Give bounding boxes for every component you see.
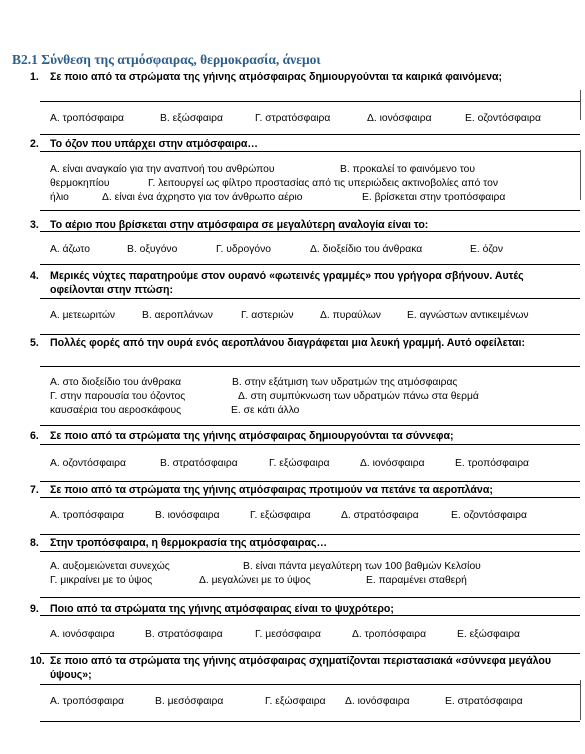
- option-d[interactable]: Δ. ιονόσφαιρα: [345, 696, 410, 707]
- option-d[interactable]: Δ. τροπόσφαιρα: [352, 629, 427, 640]
- option-a[interactable]: Α. στο διοξείδιο του άνθρακα: [50, 377, 182, 388]
- answer-box-4: [40, 298, 580, 335]
- question-number: 2.: [30, 138, 39, 150]
- question-text: Στην τροπόσφαιρα, η θερμοκρασία της ατμόσφαιρας…: [50, 537, 328, 549]
- question-text: Ποιο από τα στρώματα της γήινης ατμόσφαιρας είναι το ψυχρότερο;: [50, 603, 394, 615]
- option-a[interactable]: Α. ιονόσφαιρα: [50, 629, 115, 640]
- option-a[interactable]: Α. οζοντόσφαιρα: [50, 458, 126, 469]
- option-e[interactable]: Ε. τροπόσφαιρα: [455, 458, 530, 469]
- question-text: Σε ποιο από τα στρώματα της γήινης ατμόσφαιρας δημιουργούνται τα σύννεφα;: [50, 430, 454, 442]
- answer-box-2: [40, 151, 580, 211]
- option-e[interactable]: Ε. εξώσφαιρα: [457, 629, 520, 640]
- question-number: 6.: [30, 430, 39, 442]
- option-b-cont: θερμοκηπίου: [50, 178, 110, 189]
- option-c[interactable]: Γ. μεσόσφαιρα: [255, 629, 321, 640]
- option-d[interactable]: Δ. μεγαλώνει με το ύψος: [199, 575, 311, 586]
- option-b[interactable]: Β. στρατόσφαιρα: [145, 629, 223, 640]
- margin-rule: [580, 680, 581, 720]
- question-text: Πολλές φορές από την ουρά ενός αεροπλάνου διαγράφεται μια λευκή γραμμή. Αυτό οφείλεται:: [50, 337, 526, 349]
- question-text: Σε ποιο από τα στρώματα της γήινης ατμόσφαιρας σχηματίζονται περιστασιακά «σύννεφα μεγάλου ύψους»;: [50, 655, 551, 681]
- option-a[interactable]: Α. άζωτο: [50, 244, 90, 255]
- option-e[interactable]: Ε. βρίσκεται στην τροπόσφαιρα: [362, 192, 506, 203]
- answer-box-10: [40, 684, 580, 722]
- option-d[interactable]: Δ. διοξείδιο του άνθρακα: [310, 244, 423, 255]
- question-number: 7.: [30, 484, 39, 496]
- option-d[interactable]: Δ. ιονόσφαιρα: [367, 113, 432, 124]
- option-a[interactable]: Α. μετεωριτών: [50, 310, 116, 321]
- option-b[interactable]: Β. προκαλεί το φαινόμενο του: [340, 164, 475, 175]
- answer-box-6: [40, 444, 580, 482]
- option-e[interactable]: Ε. αγνώστων αντικειμένων: [407, 310, 529, 321]
- option-b[interactable]: Β. οξυγόνο: [127, 244, 178, 255]
- answer-box-9: [40, 615, 580, 654]
- option-a[interactable]: Α. τροπόσφαιρα: [50, 113, 125, 124]
- option-b[interactable]: Β. στην εξάτμιση των υδρατμών της ατμόσφαιρας: [232, 377, 458, 388]
- option-e[interactable]: Ε. στρατόσφαιρα: [445, 696, 523, 707]
- question-number: 9.: [30, 603, 39, 615]
- option-b[interactable]: Β. ιονόσφαιρα: [155, 510, 220, 521]
- option-b[interactable]: Β. μεσόσφαιρα: [155, 696, 224, 707]
- option-a[interactable]: Α. αυξομειώνεται συνεχώς: [50, 561, 170, 572]
- option-b[interactable]: Β. εξώσφαιρα: [160, 113, 223, 124]
- option-e[interactable]: Ε. παραμένει σταθερή: [366, 575, 467, 586]
- question-number: 4.: [30, 270, 39, 282]
- option-c-cont: ήλιο: [50, 192, 69, 203]
- question-text: Το όζον που υπάρχει στην ατμόσφαιρα…: [50, 138, 259, 150]
- question-number: 5.: [30, 337, 39, 349]
- option-c[interactable]: Γ. εξώσφαιρα: [269, 458, 330, 469]
- question-number: 1.: [30, 71, 39, 83]
- option-a[interactable]: Α. τροπόσφαιρα: [50, 510, 125, 521]
- option-c[interactable]: Γ. μικραίνει με το ύψος: [50, 575, 153, 586]
- question-number: 3.: [30, 219, 39, 231]
- option-c[interactable]: Γ. στρατόσφαιρα: [255, 113, 331, 124]
- option-e[interactable]: Ε. οζοντόσφαιρα: [451, 510, 527, 521]
- margin-rule: [580, 90, 581, 120]
- question-number: 10.: [30, 655, 45, 667]
- option-d[interactable]: Δ. στη συμπύκνωση των υδρατμών πάνω στα θερμά: [238, 391, 479, 402]
- option-d[interactable]: Δ. είναι ένα άχρηστο για τον άνθρωπο αέριο: [102, 192, 303, 203]
- option-d[interactable]: Δ. στρατόσφαιρα: [341, 510, 419, 521]
- question-text: Σε ποιο από τα στρώματα της γήινης ατμόσφαιρας προτιμούν να πετάνε τα αεροπλάνα;: [50, 484, 493, 496]
- option-c[interactable]: Γ. στην παρουσία του όζοντος: [50, 391, 186, 402]
- option-d[interactable]: Δ. ιονόσφαιρα: [360, 458, 425, 469]
- answer-box-8: [40, 551, 580, 598]
- question-text: Μερικές νύχτες παρατηρούμε στον ουρανό «φωτεινές γραμμές» που γρήγορα σβήνουν. Αυτές οφείλονται στην πτώση:: [50, 270, 524, 296]
- answer-box-1: [40, 101, 580, 135]
- answer-box-7: [40, 497, 580, 535]
- option-c[interactable]: Γ. λειτουργεί ως φίλτρο προστασίας από τις υπεριώδεις ακτινοβολίες από τον: [148, 178, 498, 189]
- option-c[interactable]: Γ. εξώσφαιρα: [250, 510, 311, 521]
- option-c[interactable]: Γ. εξώσφαιρα: [265, 696, 326, 707]
- option-b[interactable]: Β. αεροπλάνων: [142, 310, 213, 321]
- option-e[interactable]: Ε. σε κάτι άλλο: [231, 405, 300, 416]
- option-b[interactable]: Β. στρατόσφαιρα: [160, 458, 238, 469]
- option-d-cont: καυσαέρια του αεροσκάφους: [50, 405, 182, 416]
- section-heading: Β2.1 Σύνθεση της ατμόσφαιρας, θερμοκρασία, άνεμοι: [12, 52, 321, 67]
- option-c[interactable]: Γ. υδρογόνο: [216, 244, 271, 255]
- question-text: Το αέριο που βρίσκεται στην ατμόσφαιρα σε μεγαλύτερη αναλογία είναι το:: [50, 219, 429, 231]
- answer-box-3: [40, 231, 580, 265]
- option-a[interactable]: Α. είναι αναγκαίο για την αναπνοή του ανθρώπου: [50, 164, 275, 175]
- option-e[interactable]: Ε. όζον: [470, 244, 504, 255]
- option-a[interactable]: Α. τροπόσφαιρα: [50, 696, 125, 707]
- option-d[interactable]: Δ. πυραύλων: [320, 310, 381, 321]
- option-b[interactable]: Β. είναι πάντα μεγαλύτερη των 100 βαθμών Κελσίου: [243, 561, 481, 572]
- answer-box-5: [40, 366, 580, 426]
- margin-rule: [580, 150, 581, 200]
- question-text: Σε ποιο από τα στρώματα της γήινης ατμόσφαιρας δημιουργούνται τα καιρικά φαινόμενα;: [50, 71, 503, 83]
- question-number: 8.: [30, 537, 39, 549]
- option-c[interactable]: Γ. αστεριών: [241, 310, 294, 321]
- option-e[interactable]: Ε. οζοντόσφαιρα: [465, 113, 541, 124]
